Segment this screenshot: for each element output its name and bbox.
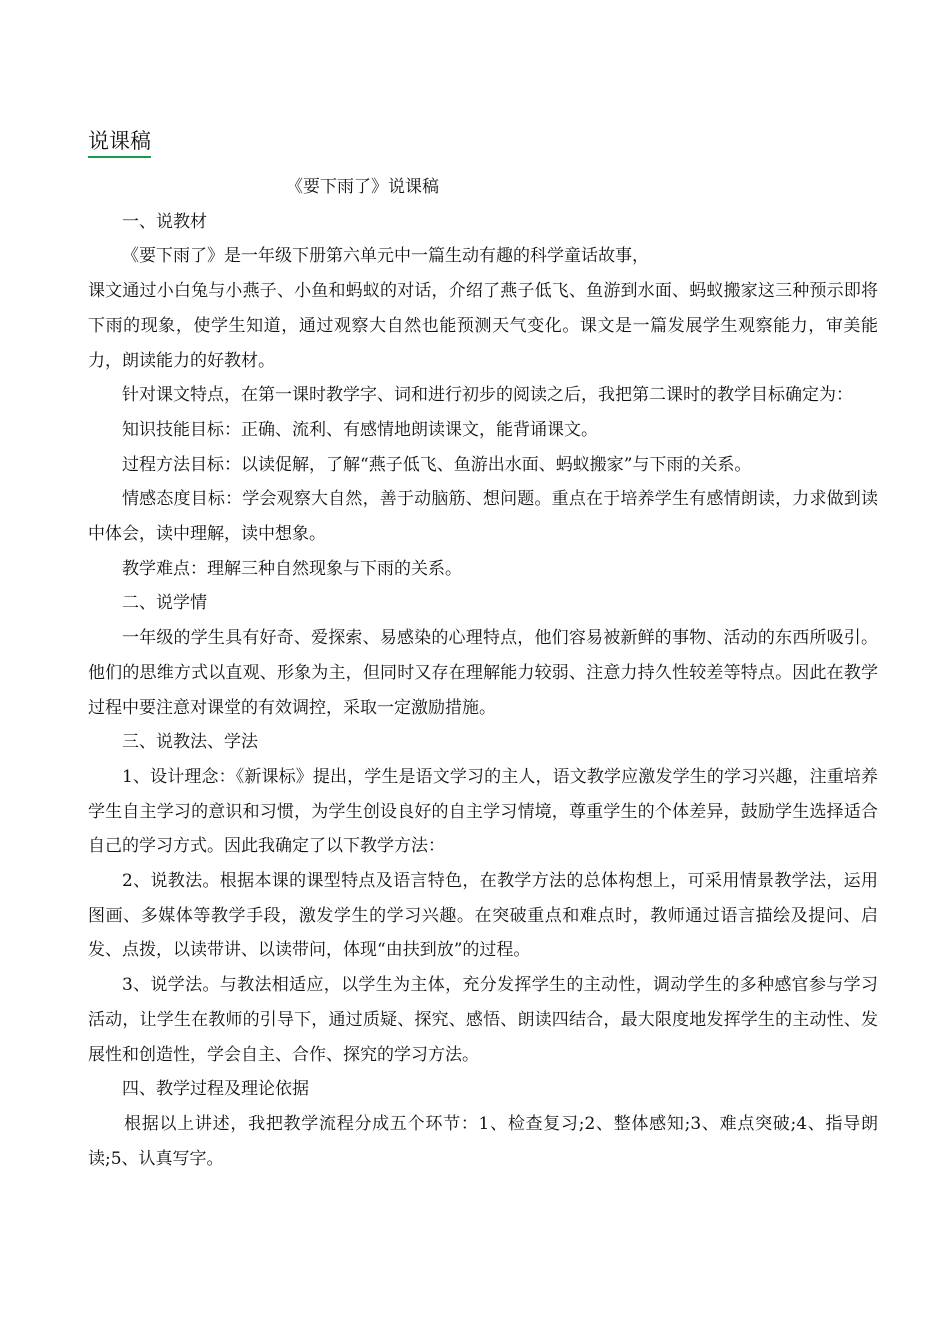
- paragraph: 过程方法目标：以读促解，了解“燕子低飞、鱼游出水面、蚂蚁搬家”与下雨的关系。: [122, 454, 752, 475]
- section-heading: 四、教学过程及理论依据: [122, 1079, 309, 1100]
- paragraph: 3、说学法。与教法相适应，以学生为主体，充分发挥学生的主动性，调动学生的多种感官参与学习活动，让学生在教师的引导下，通过质疑、探究、感悟、朗读四结合，最大限度地发挥学生的主动性、发展性和创造性，学会自主、合作、探究的学习方法。: [88, 975, 878, 1065]
- paragraph: 情感态度目标：学会观察大自然，善于动脑筋、想问题。重点在于培养学生有感情朗读，力求做到读中体会，读中理解，读中想象。: [88, 489, 878, 545]
- section-heading: 二、说学情: [122, 593, 207, 614]
- document-header: 说课稿: [88, 126, 151, 158]
- paragraph: 《要下雨了》是一年级下册第六单元中一篇生动有趣的科学童话故事，: [122, 246, 649, 267]
- document-title: 《要下雨了》说课稿: [286, 177, 439, 197]
- document-body: [88, 170, 878, 1176]
- paragraph: 2、说教法。根据本课的课型特点及语言特色，在教学方法的总体构想上，可采用情景教学法，运用图画、多媒体等教学手段，激发学生的学习兴趣。在突破重点和难点时，教师通过语言描绘及提问、启发、点拨，以读带讲、以读带问，体现“由扶到放”的过程。: [88, 871, 878, 961]
- paragraph: 课文通过小白兔与小燕子、小鱼和蚂蚁的对话，介绍了燕子低飞、鱼游到水面、蚂蚁搬家这三种预示即将下雨的现象，使学生知道，通过观察大自然也能预测天气变化。课文是一篇发展学生观察能力，审美能力，朗读能力的好教材。: [88, 281, 878, 371]
- paragraph: 一年级的学生具有好奇、爱探索、易感染的心理特点，他们容易被新鲜的事物、活动的东西所吸引。他们的思维方式以直观、形象为主，但同时又存在理解能力较弱、注意力持久性较差等特点。因此在教学过程中要注意对课堂的有效调控，采取一定激励措施。: [88, 628, 878, 718]
- paragraph: 知识技能目标：正确、流利、有感情地朗读课文，能背诵课文。: [122, 419, 598, 440]
- section-heading: 一、说教材: [122, 211, 207, 232]
- paragraph: 1、设计理念：《新课标》提出，学生是语文学习的主人，语文教学应激发学生的学习兴趣，注重培养学生自主学习的意识和习惯，为学生创设良好的自主学习情境，尊重学生的个体差异，鼓励学生选择适合自己的学习方式。因此我确定了以下教学方法：: [88, 766, 878, 857]
- paragraph: 针对课文特点，在第一课时教学字、词和进行初步的阅读之后，我把第二课时的教学目标确定为：: [122, 385, 853, 406]
- paragraph: 根据以上讲述，我把教学流程分成五个环节：1、检查复习;2、整体感知;3、难点突破;4、指导朗读;5、认真写字。: [88, 1113, 878, 1169]
- paragraph: 教学难点：理解三种自然现象与下雨的关系。: [122, 558, 462, 579]
- section-heading: 三、说教法、学法: [122, 732, 258, 753]
